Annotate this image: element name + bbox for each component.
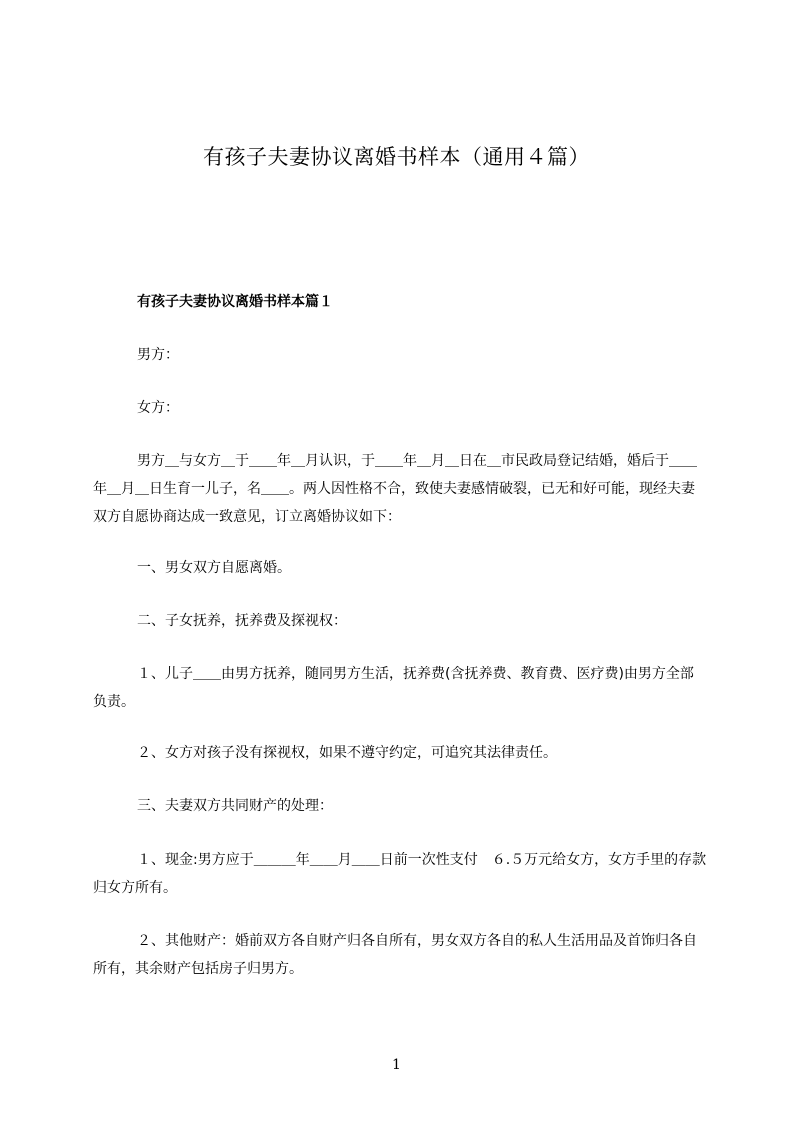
- paragraph-clause-2: 二、子女抚养，抚养费及探视权：: [137, 613, 347, 629]
- paragraph-clause-2-2: ２、女方对孩子没有探视权，如果不遵守约定，可追究其法律责任。: [137, 745, 557, 761]
- document-title: 有孩子夫妻协议离婚书样本（通用４篇）: [203, 145, 590, 169]
- paragraph-clause-2-1: １、儿子＿＿由男方抚养，随同男方生活，抚养费(含抚养费、教育费、医疗费)由男方全部负责。: [93, 666, 694, 710]
- paragraph-male-party: 男方：: [137, 347, 179, 363]
- paragraph-background: 男方＿与女方＿于＿＿年＿月认识，于＿＿年＿月＿日在＿市民政局登记结婚，婚后于＿＿年＿月＿日生育一儿子，名＿＿。两人因性格不合，致使夫妻感情破裂，已无和好可能，现经夫妻双方自愿协商达成一致意见，订立离婚协议如下：: [93, 453, 697, 525]
- page-number: 1: [392, 1057, 401, 1073]
- paragraph-clause-3-2: ２、其他财产：婚前双方各自财产归各自所有，男女双方各自的私人生活用品及首饰归各自所有，其余财产包括房子归男方。: [93, 933, 697, 977]
- paragraph-clause-3-1: １、现金:男方应于＿＿＿年＿＿月＿＿日前一次性支付 ６.５万元给女方，女方手里的存款归女方所有。: [93, 852, 707, 896]
- paragraph-female-party: 女方：: [137, 400, 179, 416]
- paragraph-clause-1: 一、男女双方自愿离婚。: [137, 560, 291, 576]
- paragraph-clause-3: 三、夫妻双方共同财产的处理：: [137, 798, 333, 814]
- section-heading: 有孩子夫妻协议离婚书样本篇１: [137, 294, 333, 310]
